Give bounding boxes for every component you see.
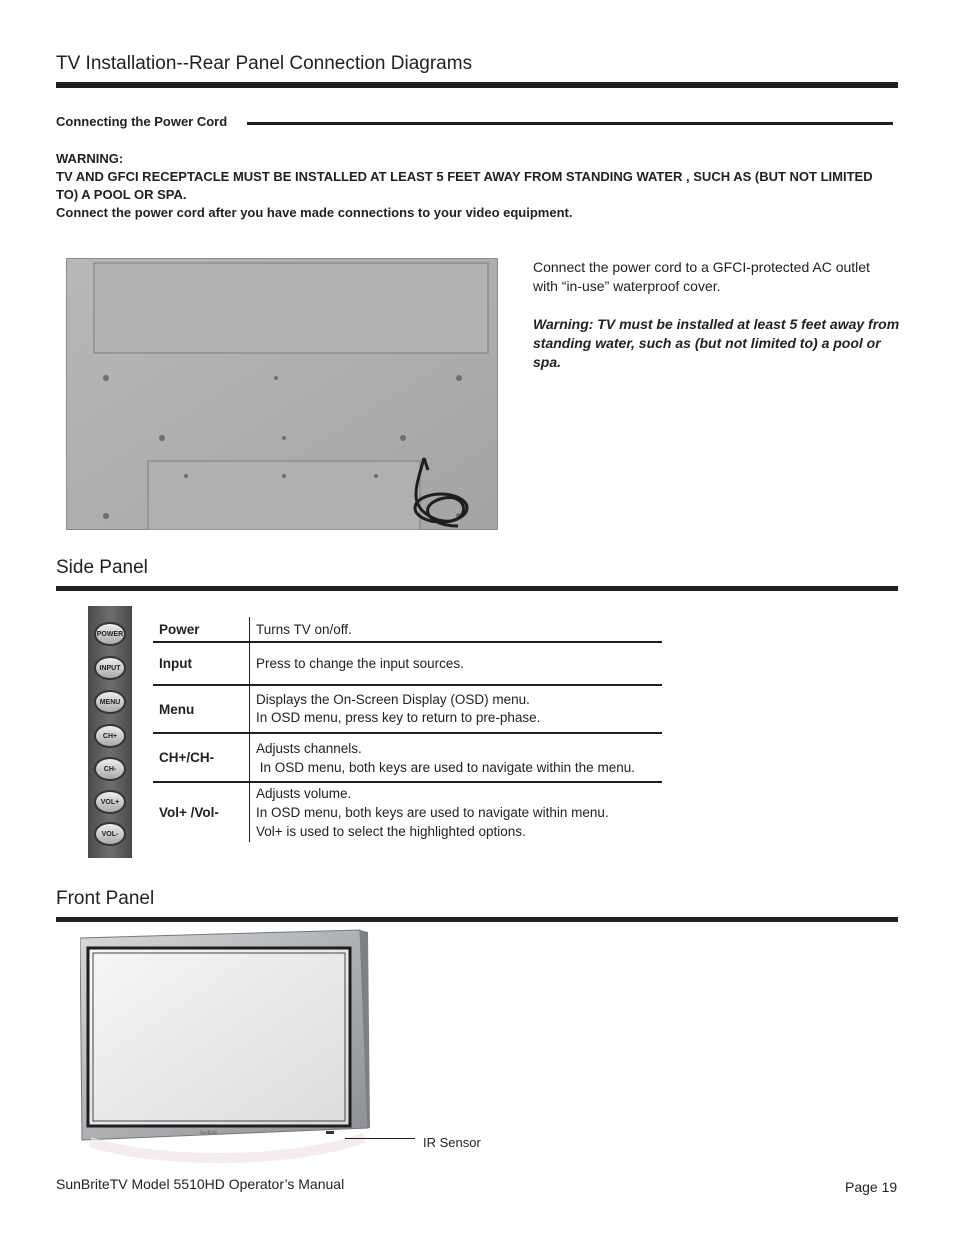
power-warning-note	[533, 315, 903, 372]
input-key-icon: INPUT	[94, 656, 126, 680]
row-line: In OSD menu, both keys are used to navigate within the menu.	[256, 759, 635, 775]
warning-block	[56, 150, 916, 222]
row-desc	[250, 733, 663, 782]
front-panel-title: Front Panel	[56, 888, 155, 909]
title-rule	[56, 82, 898, 88]
side-panel-image	[88, 606, 132, 858]
row-line: Press to change the input sources.	[256, 656, 464, 671]
table-row	[153, 642, 662, 685]
side-panel-title: Side Panel	[56, 557, 148, 578]
front-brand-label: SunBrite	[200, 1130, 218, 1135]
row-key: Vol+ /Vol-	[153, 782, 250, 842]
footer-manual-title: SunBriteTV Model 5510HD Operator’s Manual	[56, 1176, 345, 1192]
row-line: Vol+ is used to select the highlighted options.	[256, 824, 526, 839]
side-panel-rule	[56, 586, 898, 591]
table-row	[153, 617, 662, 642]
row-desc	[250, 642, 663, 685]
row-desc	[250, 782, 663, 842]
rear-panel-image	[66, 258, 498, 530]
instruction: Connect the power cord after you have made connections to your video equipment.	[56, 205, 573, 220]
row-line: Turns TV on/off.	[256, 621, 352, 637]
row-line: Displays the On-Screen Display (OSD) menu.	[256, 692, 530, 707]
heading-rule	[247, 122, 893, 125]
row-line: In OSD menu, both keys are used to navigate within menu.	[256, 805, 609, 820]
row-key: Power	[153, 617, 250, 642]
front-panel-rule	[56, 917, 898, 922]
row-line: Adjusts channels.	[256, 740, 362, 756]
vol-up-key-icon: VOL+	[94, 790, 126, 814]
warning-label: WARNING:	[56, 151, 124, 166]
row-key: Menu	[153, 685, 250, 733]
row-desc	[250, 617, 663, 642]
desc-line-1: Connect the power cord to a GFCI-protected AC outlet	[533, 259, 870, 275]
section-title: TV Installation--Rear Panel Connection Diagrams	[56, 53, 473, 74]
warning-line-2: TO) A POOL OR SPA.	[56, 187, 187, 202]
row-key: CH+/CH-	[153, 733, 250, 782]
row-line: Adjusts volume.	[256, 786, 352, 801]
row-line: In OSD menu, press key to return to pre-phase.	[256, 710, 541, 725]
ch-down-key-icon: CH-	[94, 757, 126, 781]
desc-line-2: with “in-use” waterproof cover.	[533, 278, 721, 294]
note-line-3: spa.	[533, 354, 562, 370]
table-row	[153, 685, 662, 733]
table-row	[153, 782, 662, 842]
note-line-2: standing water, such as (but not limited to) a pool or	[533, 335, 881, 351]
power-description	[533, 258, 903, 296]
ch-up-key-icon: CH+	[94, 724, 126, 748]
menu-key-icon: MENU	[94, 690, 126, 714]
vol-down-key-icon: VOL-	[94, 822, 126, 846]
power-key-icon: POWER	[94, 622, 126, 646]
row-key: Input	[153, 642, 250, 685]
row-desc	[250, 685, 663, 733]
table-row	[153, 733, 662, 782]
footer-page-number: Page 19	[845, 1179, 898, 1195]
ir-sensor-label: IR Sensor	[423, 1135, 481, 1150]
front-panel-image	[80, 928, 370, 1170]
power-cord-heading: Connecting the Power Cord	[56, 114, 228, 129]
ir-sensor-leader-line	[345, 1138, 415, 1139]
warning-line-1: TV AND GFCI RECEPTACLE MUST BE INSTALLED AT LEAST 5 FEET AWAY FROM STANDING WATER , SUCH AS (BUT NOT LIMITED	[56, 169, 873, 184]
note-line-1: Warning: TV must be installed at least 5 feet away from	[533, 316, 900, 332]
side-panel-table	[153, 617, 662, 842]
